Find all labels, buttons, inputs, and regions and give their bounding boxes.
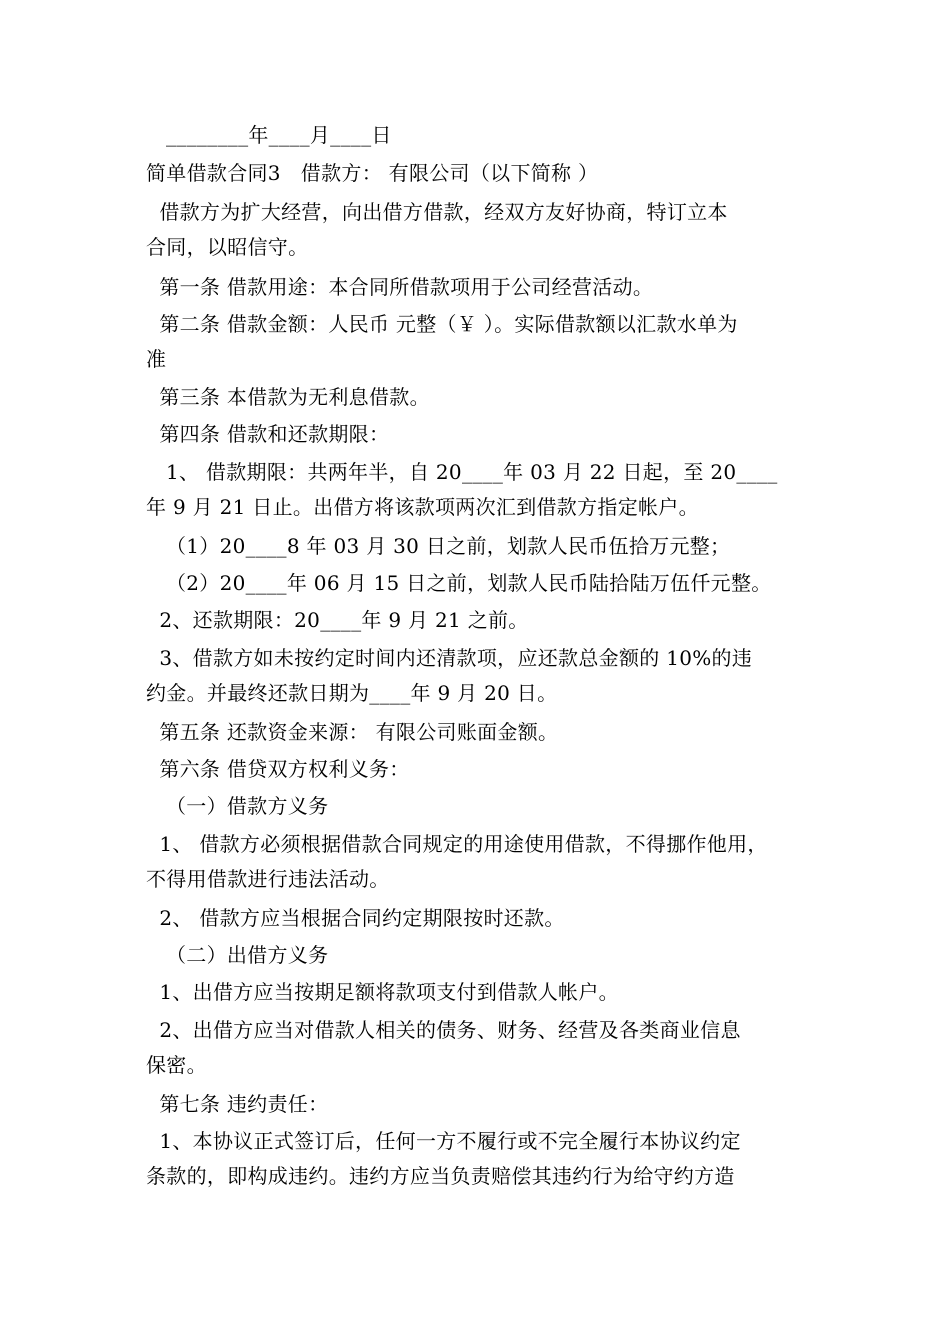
- clause-line: 1、 借款方必须根据借款合同规定的用途使用借款，不得挪作他用，: [146, 832, 768, 856]
- article-6-line: 第六条 借贷双方权利义务：: [146, 757, 410, 781]
- clause-line: （2）20____年 06 月 15 日之前，划款人民币陆拾陆万伍仟元整。: [146, 571, 772, 595]
- article-3-line: 第三条 本借款为无利息借款。: [146, 385, 430, 409]
- paragraph-line: 年 9 月 21 日止。出借方将该款项两次汇到借款方指定帐户。: [146, 495, 699, 519]
- sub-heading-line: （二）出借方义务: [146, 943, 329, 967]
- date-line: ________年____月____日: [146, 123, 392, 147]
- sub-heading-line: （一）借款方义务: [146, 794, 329, 818]
- article-2-line: 第二条 借款金额：人民币 元整（￥ ）。实际借款额以汇款水单为: [146, 312, 738, 336]
- article-4-line: 第四条 借款和还款期限：: [146, 422, 390, 446]
- clause-line: 2、出借方应当对借款人相关的债务、财务、经营及各类商业信息: [146, 1018, 741, 1042]
- paragraph-line: 不得用借款进行违法活动。: [146, 867, 390, 891]
- clause-line: 1、本协议正式签订后，任何一方不履行或不完全履行本协议约定: [146, 1129, 741, 1153]
- clause-line: 1、出借方应当按期足额将款项支付到借款人帐户。: [146, 980, 619, 1004]
- paragraph-line: 保密。: [146, 1053, 207, 1077]
- paragraph-line: 准: [146, 347, 167, 371]
- paragraph-line: 条款的，即构成违约。违约方应当负责赔偿其违约行为给守约方造: [146, 1164, 735, 1188]
- paragraph-line: 合同，以昭信守。: [146, 235, 309, 259]
- clause-line: 1、 借款期限：共两年半，自 20____年 03 月 22 日起，至 20____: [146, 460, 778, 484]
- article-7-line: 第七条 违约责任：: [146, 1092, 329, 1116]
- clause-line: 2、还款期限：20____年 9 月 21 之前。: [146, 608, 529, 632]
- clause-line: 2、 借款方应当根据合同约定期限按时还款。: [146, 906, 565, 930]
- paragraph-line: 借款方为扩大经营，向出借方借款，经双方友好协商，特订立本: [146, 200, 728, 224]
- clause-line: 3、借款方如未按约定时间内还清款项，应还款总金额的 10%的违: [146, 646, 753, 670]
- clause-line: （1）20____8 年 03 月 30 日之前，划款人民币伍拾万元整；: [146, 534, 731, 558]
- paragraph-line: 约金。并最终还款日期为____年 9 月 20 日。: [146, 681, 558, 705]
- article-5-line: 第五条 还款资金来源： 有限公司账面金额。: [146, 720, 559, 744]
- contract-title-line: 简单借款合同3 借款方： 有限公司（以下简称 ）: [146, 161, 599, 185]
- article-1-line: 第一条 借款用途：本合同所借款项用于公司经营活动。: [146, 275, 654, 299]
